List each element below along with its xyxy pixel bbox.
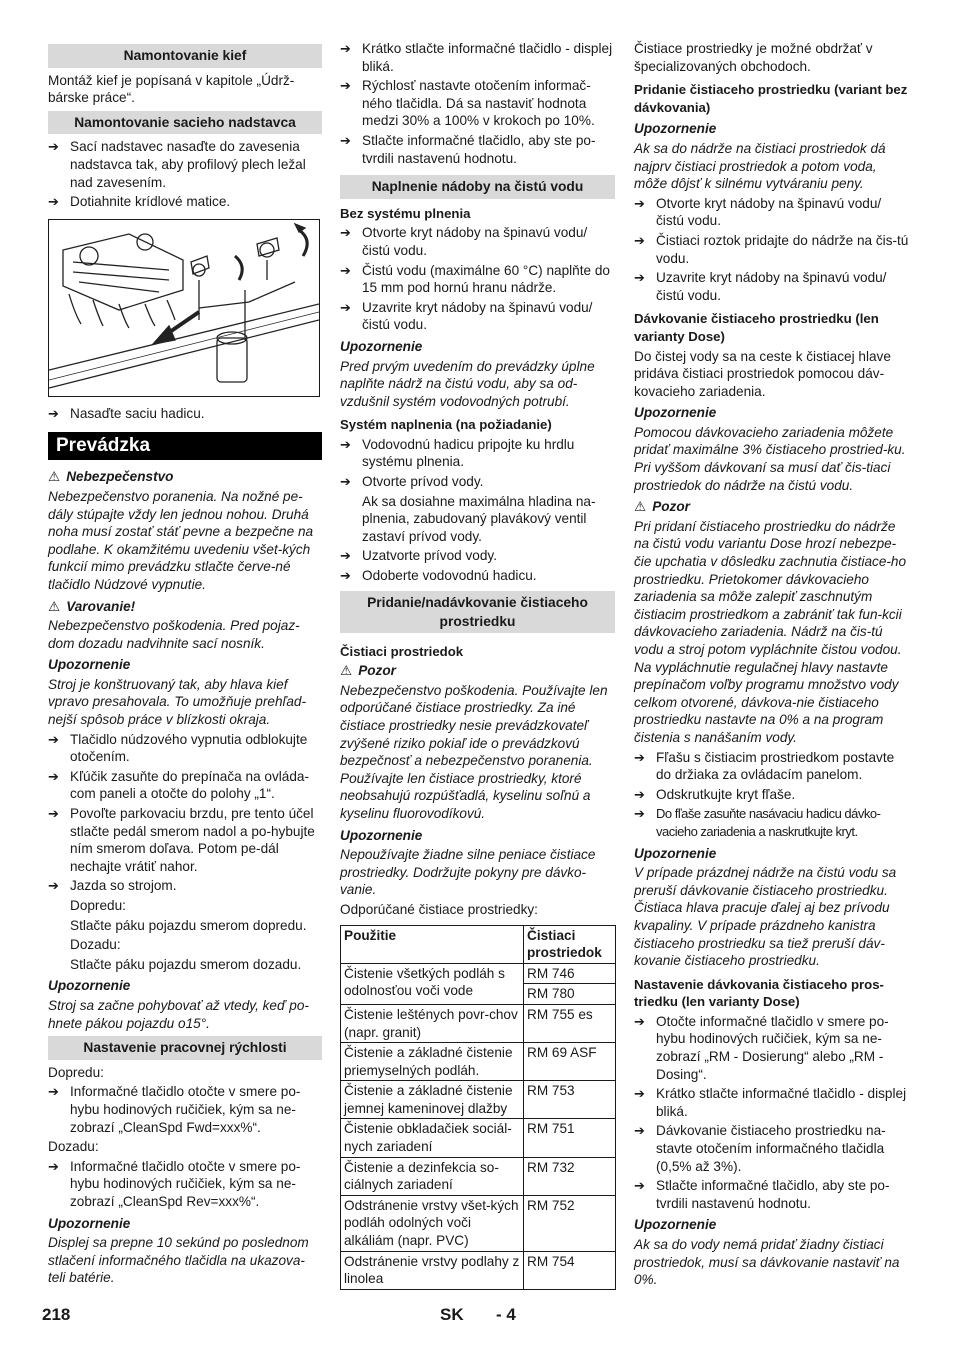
table-cell: Čistenie a základné čistenie jemnej kameninovej dlažby bbox=[341, 1081, 524, 1119]
note-text: Stroj je konštruovaný tak, aby hlava kief vpravo presahovala. To umožňuje prehľad-nejší spôsob práce v blízkosti okraja. bbox=[48, 676, 306, 728]
nastavenie-steps bbox=[634, 1013, 909, 1213]
note-heading: Upozornenie bbox=[340, 338, 423, 354]
table-row bbox=[341, 1157, 616, 1195]
note-heading: Upozornenie bbox=[634, 121, 717, 137]
list-item: ➔ Rýchlosť nastavte otočením informač-ného tlačidla. Dá sa nastaviť hodnota medzi 30% a 100% v krokoch po 10%. bbox=[340, 77, 615, 130]
note-heading: Upozornenie bbox=[48, 978, 131, 994]
warning-triangle-icon: ⚠ bbox=[48, 598, 61, 614]
list-item: ➔ Otvorte kryt nádoby na špinavú vodu/ čistú vodu. bbox=[634, 195, 909, 230]
section-title-prevadzka: Prevádzka bbox=[48, 432, 322, 460]
table-row bbox=[341, 1081, 616, 1119]
paragraph-kief: Montáž kief je popísaná v kapitole „Údrž-bárske práce“. bbox=[48, 72, 295, 106]
note-heading: Upozornenie bbox=[634, 1217, 717, 1233]
table-cell: Čistenie lešténych povr-chov (napr. granit) bbox=[341, 1004, 524, 1042]
dopredu-label: Dopredu: bbox=[70, 898, 126, 913]
table-cell: RM 754 bbox=[524, 1251, 616, 1289]
table-cell: Čistenie a dezinfekcia so-ciálnych zariadení bbox=[341, 1157, 524, 1195]
table-cell: RM 751 bbox=[524, 1119, 616, 1157]
table-cell: RM 780 bbox=[524, 984, 616, 1005]
subheading-bez-davkovania: Pridanie čistiaceho prostriedku (variant bez dávkovania) bbox=[634, 82, 908, 115]
caution-text: Nebezpečenstvo poškodenia. Používajte len odporúčané čistiace prostriedky. Za iné čistiace prostriedky nesie prevádzkovateľ zvýšené riziko pokiaľ ide o prevádzkovú bezpečnosť a nebezpečenstvo poranenia. Používajte len čistiace prostriedky, ktoré neobsahujú rozpúšťadlá, kyselinu soľnú a kyselinu fluorovodíkovú. bbox=[340, 682, 608, 821]
table-row bbox=[341, 1251, 616, 1289]
note-text: V prípade prázdnej nádrže na čistú vodu sa preruší dávkovanie čistiaceho prostriedku. Čistiaca hlava pracuje ďalej aj bez prívodu kvapaliny. V prípade prázdneho kanistra čistiaceho prostriedku sa tiež preruší dáv-kovanie čistiaceho prostriedku. bbox=[634, 865, 897, 969]
warning-triangle-icon: ⚠ bbox=[340, 663, 353, 679]
paragraph-obchody: Čistiace prostriedky je možné obdržať v špecializovaných obchodoch. bbox=[634, 41, 873, 74]
reverse-steps bbox=[48, 1158, 322, 1211]
table-cell: Čistenie obkladačiek sociál-nych zariadení bbox=[341, 1119, 524, 1157]
table-row bbox=[341, 1119, 616, 1157]
system-steps bbox=[340, 436, 615, 491]
caution-heading: ⚠ Pozor bbox=[634, 499, 690, 515]
table-cell: RM 752 bbox=[524, 1195, 616, 1251]
list-item: ➔ Otočte informačné tlačidlo v smere po-hybu hodinových ručičiek, kým sa ne-zobrazí „RM - Dosierung“ alebo „RM - Dosing“. bbox=[634, 1013, 909, 1083]
list-item: ➔ Stlačte informačné tlačidlo, aby ste po-tvrdili nastavenú hodnotu. bbox=[634, 1177, 909, 1212]
note-heading: Upozornenie bbox=[634, 405, 717, 421]
table-row bbox=[341, 1043, 616, 1081]
column-3 bbox=[634, 40, 909, 1291]
list-item: ➔ Uzavrite kryt nádoby na špinavú vodu/ čistú vodu. bbox=[634, 269, 909, 304]
table-cell: Odstránenie vrstvy podlahy z linolea bbox=[341, 1251, 524, 1289]
language-code: SK bbox=[440, 1305, 464, 1324]
list-item: ➔ Kľúčik zasuňte do prepínača na ovláda-com paneli a otočte do polohy „1“. bbox=[48, 768, 322, 803]
list-item: ➔ Odskrutkujte kryt fľaše. bbox=[634, 786, 909, 804]
subheading-davkovanie-dose: Dávkovanie čistiaceho prostriedku (len varianty Dose) bbox=[634, 311, 879, 344]
sacie-steps bbox=[48, 138, 322, 210]
list-item: ➔ Povoľte parkovaciu brzdu, pre tento účel stlačte pedál smerom nadol a po-hybujte ním smerom doľava. Potom pe-dál nechajte vrátiť nahor. bbox=[48, 805, 322, 875]
flasa-steps-2 bbox=[634, 805, 909, 840]
list-item: ➔ Dotiahnite krídlové matice. bbox=[48, 193, 322, 211]
table-cell: RM 755 es bbox=[524, 1004, 616, 1042]
note-text: Nepoužívajte žiadne silne peniace čistiace prostriedky. Dodržujte pokyny pre dávko-vanie. bbox=[340, 847, 596, 898]
list-item: ➔ Odoberte vodovodnú hadicu. bbox=[340, 567, 615, 585]
list-item: ➔ Krátko stlačte informačné tlačidlo - displej bliká. bbox=[634, 1085, 909, 1120]
list-item: ➔ Tlačidlo núdzového vypnutia odblokujte otočením. bbox=[48, 731, 322, 766]
subheading-bez-systemu: Bez systému plnenia bbox=[340, 205, 471, 221]
caution-heading: ⚠ Pozor bbox=[340, 663, 396, 679]
note-heading: Upozornenie bbox=[48, 657, 131, 673]
list-item: ➔ Do fľaše zasuňte nasávaciu hadicu dávko-vacieho zariadenia a naskrutkujte kryt. bbox=[634, 805, 909, 840]
danger-text: Nebezpečenstvo poranenia. Na nožné pe-dály stúpajte vždy len jednou nohou. Druhá noha musí zostať stáť pevne a bezpečne na podlahe. K okamžitému uvedeniu všet-kých funkcií mimo prevádzku stlačte červe-né tlačidlo Núdzové vypnutie. bbox=[48, 488, 314, 592]
note-text: Displej sa prepne 10 sekúnd po poslednom stlačení informačného tlačidla na ukazova-teli batérie. bbox=[48, 1235, 309, 1286]
subheading-system-naplnenia: Systém naplnenia (na požiadanie) bbox=[340, 417, 552, 433]
subheading-nastavenie-davkovania: Nastavenie dávkovania čistiaceho pros-triedku (len varianty Dose) bbox=[634, 976, 884, 1010]
recommended-label: Odporúčané čistiace prostriedky: bbox=[340, 901, 538, 917]
list-item: ➔ Otvorte prívod vody. bbox=[340, 473, 615, 491]
list-item: ➔ Čistiaci roztok pridajte do nádrže na čis-tú vodu. bbox=[634, 232, 909, 267]
forward-label: Dopredu: bbox=[48, 1064, 104, 1080]
table-cell: RM 732 bbox=[524, 1157, 616, 1195]
list-item: ➔ Krátko stlačte informačné tlačidlo - displej bliká. bbox=[340, 40, 615, 75]
bez-davkovania-steps bbox=[634, 195, 909, 305]
speed-steps bbox=[340, 40, 615, 167]
table-header-cell: Čistiaci prostriedok bbox=[524, 925, 616, 963]
illustration-drawing bbox=[49, 220, 319, 396]
heading-nastavenie-pracovnej-rychlosti: Nastavenie pracovnej rýchlosti bbox=[48, 1036, 322, 1060]
list-item: ➔ Čistú vodu (maximálne 60 °C) naplňte do 15 mm pod hornú hranu nádrže. bbox=[340, 262, 615, 297]
note-text: Stroj sa začne pohybovať až vtedy, keď po-hnete pákou pojazdu o15°. bbox=[48, 997, 309, 1031]
list-item: ➔ Stlačte informačné tlačidlo, aby ste po-tvrdili nastavenú hodnotu. bbox=[340, 132, 615, 167]
dopredu-text: Stlačte páku pojazdu smerom dopredu. bbox=[70, 917, 307, 933]
table-row bbox=[341, 963, 616, 984]
table-header-row bbox=[341, 925, 616, 963]
list-item: ➔ Uzatvorte prívod vody. bbox=[340, 547, 615, 565]
dozadu-label: Dozadu: bbox=[70, 937, 121, 953]
warning-triangle-icon: ⚠ bbox=[634, 499, 647, 515]
system-steps-2 bbox=[340, 547, 615, 584]
suction-attachment-illustration bbox=[48, 219, 320, 397]
list-item: ➔ Fľašu s čistiacim prostriedkom postavte do držiaka za ovládacím panelom. bbox=[634, 749, 909, 784]
note-text: Pred prvým uvedením do prevádzky úplne naplňte nádrž na čistú vodu, aby sa od-vzdušnil systém vodovodných potrubí. bbox=[340, 358, 595, 409]
heading-namontovanie-sacieho-nadstavca: Namontovanie sacieho nadstavca bbox=[48, 111, 322, 135]
table-cell: RM 69 ASF bbox=[524, 1043, 616, 1081]
heading-naplnenie-nadoby: Naplnenie nádoby na čistú vodu bbox=[340, 175, 615, 199]
warning-heading: ⚠ Varovanie! bbox=[48, 598, 136, 614]
table-cell: RM 753 bbox=[524, 1081, 616, 1119]
list-item: ➔ Sací nadstavec nasaďte do zavesenia nadstavca tak, aby profilový plech ležal nad zavesením. bbox=[48, 138, 322, 191]
sacie-step-hadica bbox=[48, 405, 322, 423]
system-indent-text: Ak sa dosiahne maximálna hladina na-plnenia, zabudovaný plavákový ventil zastaví prívod vody. bbox=[362, 493, 596, 544]
note-text: Pomocou dávkovacieho zariadenia môžete pridať maximálne 3% čistiaceho prostried-ku. Pri vyššom dávkovaní sa musí dať čis-tiaci prostriedok do nádrže na čistú vodu. bbox=[634, 424, 906, 493]
note-text: Ak sa do nádrže na čistiaci prostriedok dá najprv čistiaci prostriedok a potom voda, môže dôjsť k silnému vytváraniu peny. bbox=[634, 140, 886, 192]
table-cell: Čistenie a základné čistenie priemyselných podláh. bbox=[341, 1043, 524, 1081]
list-item: ➔ Dávkovanie čistiaceho prostriedku na-stavte otočením informačného tlačidla (0,5% až 3%). bbox=[634, 1122, 909, 1175]
note-heading: Upozornenie bbox=[634, 845, 717, 861]
forward-steps bbox=[48, 1083, 322, 1136]
table-row bbox=[341, 1004, 616, 1042]
danger-heading: ⚠ Nebezpečenstvo bbox=[48, 469, 174, 485]
list-item: ➔ Informačné tlačidlo otočte v smere po-hybu hodinových ručičiek, kým sa ne-zobrazí „CleanSpd Fwd=xxx%“. bbox=[48, 1083, 322, 1136]
column-1 bbox=[48, 40, 322, 1289]
paragraph-davkovanie: Do čistej vody sa na ceste k čistiacej hlave pridáva čistiaci prostriedok pomocou dáv-kovacieho zariadenia. bbox=[634, 348, 891, 399]
bez-systemu-steps bbox=[340, 224, 615, 334]
note-heading: Upozornenie bbox=[340, 827, 423, 843]
table-header-cell: Použitie bbox=[341, 925, 524, 963]
page-number: 218 bbox=[42, 1305, 71, 1324]
list-item: ➔ Uzavrite kryt nádoby na špinavú vodu/ čistú vodu. bbox=[340, 299, 615, 334]
list-item: ➔ Jazda so strojom. bbox=[48, 877, 322, 895]
list-item: ➔ Otvorte kryt nádoby na špinavú vodu/ čistú vodu. bbox=[340, 224, 615, 259]
table-cell: Odstránenie vrstvy všet-kých podláh odolných voči alkáliám (napr. PVC) bbox=[341, 1195, 524, 1251]
flasa-steps bbox=[634, 749, 909, 804]
operation-steps bbox=[48, 731, 322, 895]
subheading-cistiaci-prostriedok: Čistiaci prostriedok bbox=[340, 643, 464, 659]
caution-text: Pri pridaní čistiaceho prostriedku do nádrže na čistú vodu variantu Dose hrozí nebezpe-čie upchatia v dôsledku zachnutia čistiace-ho prostriedku. Prietokomer dávkovacieho zariadenia sa môže zalepiť zaschnutým čistiacim prostriedkom a zabrániť tak fun-kcii dávkovacieho zariadenia. Nádrž na čis-tú vodu a stroj potom vypláchnite čistou vodou. Na vypláchnutie regulačnej hlavy nastavte prepínačom voľby programu množstvo vody celkom otvorené, dávkova-nie čistiaceho prostriedku nastavte na 0% a na program čistenia s nanášaním vody. bbox=[634, 518, 907, 745]
list-item: ➔ Vodovodnú hadicu pripojte ku hrdlu systému plnenia. bbox=[340, 436, 615, 471]
heading-namontovanie-kief: Namontovanie kief bbox=[48, 44, 322, 68]
column-2 bbox=[340, 40, 615, 1290]
note-heading: Upozornenie bbox=[48, 1215, 131, 1231]
reverse-label: Dozadu: bbox=[48, 1139, 99, 1155]
warning-triangle-icon: ⚠ bbox=[48, 469, 61, 485]
list-item: ➔ Informačné tlačidlo otočte v smere po-hybu hodinových ručičiek, kým sa ne-zobrazí „CleanSpd Rev=xxx%“. bbox=[48, 1158, 322, 1211]
warning-text: Nebezpečenstvo poškodenia. Pred pojaz-dom dozadu nadvihnite sací nosník. bbox=[48, 618, 300, 651]
dozadu-text: Stlačte páku pojazdu smerom dozadu. bbox=[70, 956, 302, 972]
sheet-number: - 4 bbox=[496, 1305, 516, 1324]
table-cell: RM 746 bbox=[524, 963, 616, 984]
heading-pridanie-cistiaceho-prostriedku: Pridanie/nadávkovanie čistiaceho prostriedku bbox=[340, 591, 615, 633]
table-row bbox=[341, 1195, 616, 1251]
note-text: Ak sa do vody nemá pridať žiadny čistiaci prostriedok, musí sa dávkovanie nastaviť na 0%. bbox=[634, 1237, 900, 1288]
list-item: ➔ Nasaďte saciu hadicu. bbox=[48, 405, 322, 423]
table-cell: Čistenie všetkých podláh s odolnosťou voči vode bbox=[341, 963, 524, 1004]
detergent-table bbox=[340, 925, 616, 1290]
